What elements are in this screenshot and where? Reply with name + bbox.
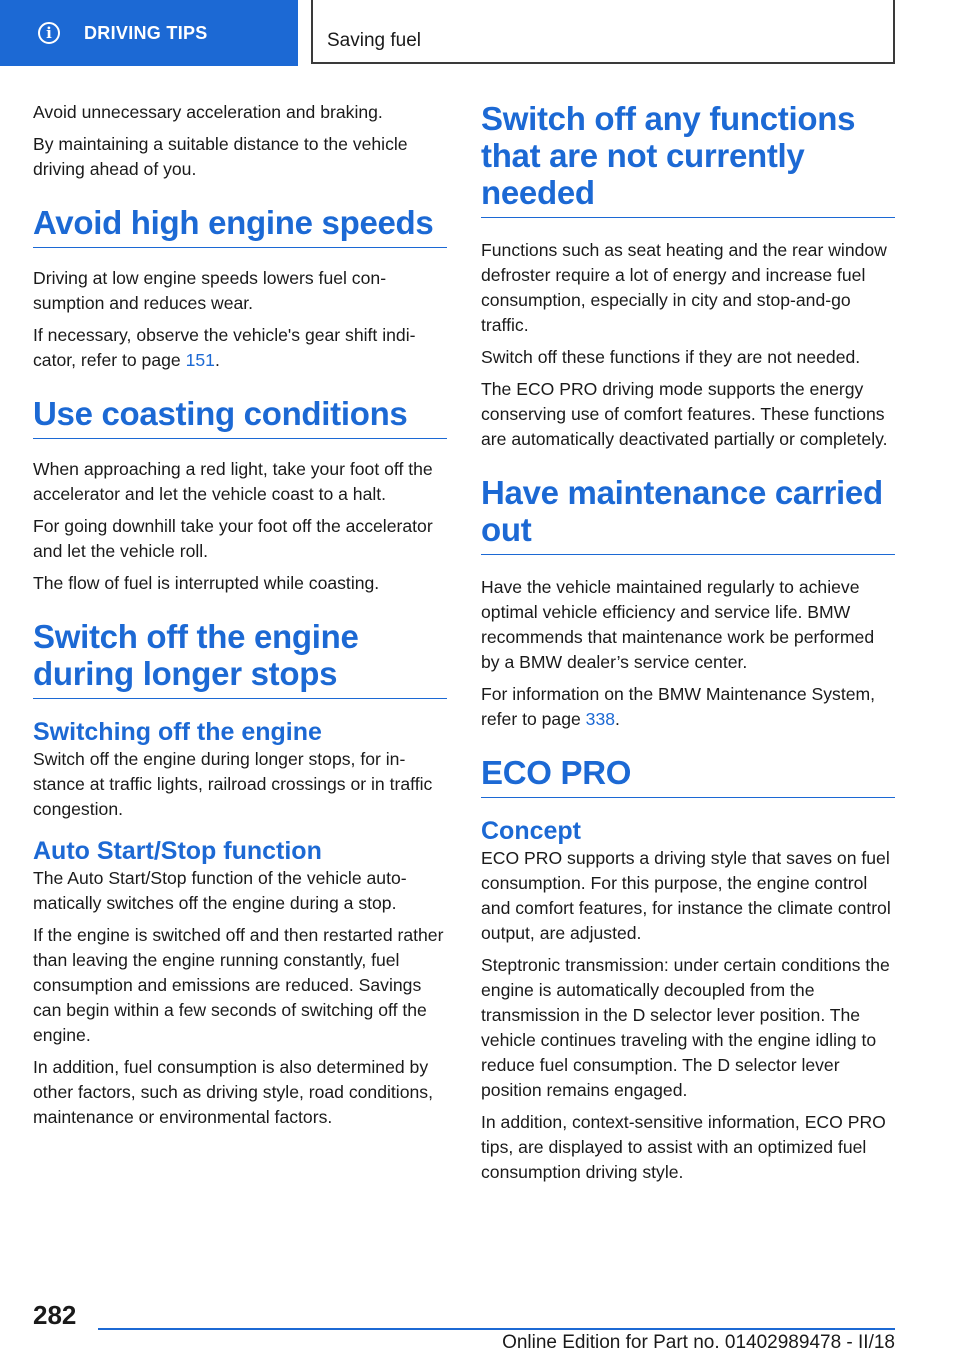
paragraph-text: .: [214, 350, 220, 370]
left-column: [33, 100, 447, 1137]
paragraph: Switch off the engine during longer stops, for instance at traffic lights, railroad crossings or in traffic congestion.: [33, 749, 433, 819]
page-link-151[interactable]: 151: [185, 350, 215, 370]
footer-edition: Online Edition for Part no. 01402989478 - II/18: [502, 1332, 895, 1353]
heading-eco-pro: ECO PRO: [481, 754, 895, 798]
subheading-switching-off-engine: Switching off the engine: [33, 718, 322, 746]
paragraph-text: For information on the BMW Maintenance System, refer to page: [481, 684, 876, 729]
paragraph: In addition, context-sensitive information, ECO PRO tips, are displayed to assist with an optimized fuel consumption driving style.: [481, 1112, 886, 1182]
heading-switch-off-engine-longer-stops: Switch off the engine during longer stops: [33, 618, 447, 699]
paragraph-text: If necessary, observe the vehicle's gear shift indicator, refer to page: [33, 325, 416, 370]
paragraph: In addition, fuel consumption is also determined by other factors, such as driving style, road conditions, maintenance or environmental factors.: [33, 1057, 433, 1127]
paragraph: Steptronic transmission: under certain conditions the engine is automatically decoupled from the transmission in the D selector lever position. The vehicle continues traveling with the engine idling to reduce fuel consumption. The D selector lever position remains engaged.: [481, 955, 890, 1100]
topic-label: Saving fuel: [327, 30, 422, 51]
paragraph: Driving at low engine speeds lowers fuel consumption and reduces wear.: [33, 268, 387, 313]
heading-switch-off-functions: Switch off any functions that are not currently needed: [481, 100, 895, 218]
paragraph-text: .: [615, 709, 620, 729]
section-tab: [0, 0, 298, 66]
footer-divider: [98, 1328, 895, 1330]
subheading-auto-start-stop: Auto Start/Stop function: [33, 837, 322, 865]
topic-box: [311, 0, 895, 64]
heading-avoid-high-engine-speeds: Avoid high engine speeds: [33, 204, 447, 248]
page-number: 282: [33, 1300, 77, 1330]
paragraph: Switch off these functions if they are not needed.: [481, 347, 861, 367]
paragraph: [33, 323, 447, 373]
paragraph: ECO PRO supports a driving style that saves on fuel consumption. For this purpose, the engine control and comfort features, for instance the climate control output, are adjusted.: [481, 848, 891, 943]
paragraph: For going downhill take your foot off the accelerator and let the vehicle roll.: [33, 516, 433, 561]
paragraph: The Auto Start/Stop function of the vehicle automatically switches off the engine during a stop.: [33, 868, 407, 913]
subheading-concept: Concept: [481, 817, 581, 845]
paragraph: [481, 682, 895, 732]
paragraph: By maintaining a suitable distance to the vehicle driving ahead of you.: [33, 134, 408, 179]
paragraph: The ECO PRO driving mode supports the energy conserving use of comfort features. These functions are automatically deactivated partially or completely.: [481, 379, 888, 449]
page-header: [0, 0, 960, 66]
paragraph: Have the vehicle maintained regularly to achieve optimal vehicle efficiency and service life. BMW recommends that maintenance work be performed by a BMW dealer’s service center.: [481, 577, 875, 672]
info-icon: i: [38, 22, 60, 44]
page-link-338[interactable]: 338: [585, 709, 616, 729]
section-label: DRIVING TIPS: [84, 22, 208, 43]
paragraph: The flow of fuel is interrupted while coasting.: [33, 573, 380, 593]
right-column: [481, 100, 895, 1192]
heading-have-maintenance-carried-out: Have maintenance carried out: [481, 474, 895, 555]
heading-use-coasting-conditions: Use coasting conditions: [33, 395, 447, 439]
paragraph: Avoid unnecessary acceleration and braking.: [33, 102, 383, 122]
paragraph: If the engine is switched off and then restarted rather than leaving the engine running constantly, fuel consumption and emissions are reduced. Savings can begin within a few seconds of switching off the engine.: [33, 925, 444, 1045]
paragraph: When approaching a red light, take your foot off the accelerator and let the vehicle coast to a halt.: [33, 459, 433, 504]
paragraph: Functions such as seat heating and the rear window defroster require a lot of energy and increase fuel consumption, especially in city and stop-and-go traffic.: [481, 240, 887, 335]
